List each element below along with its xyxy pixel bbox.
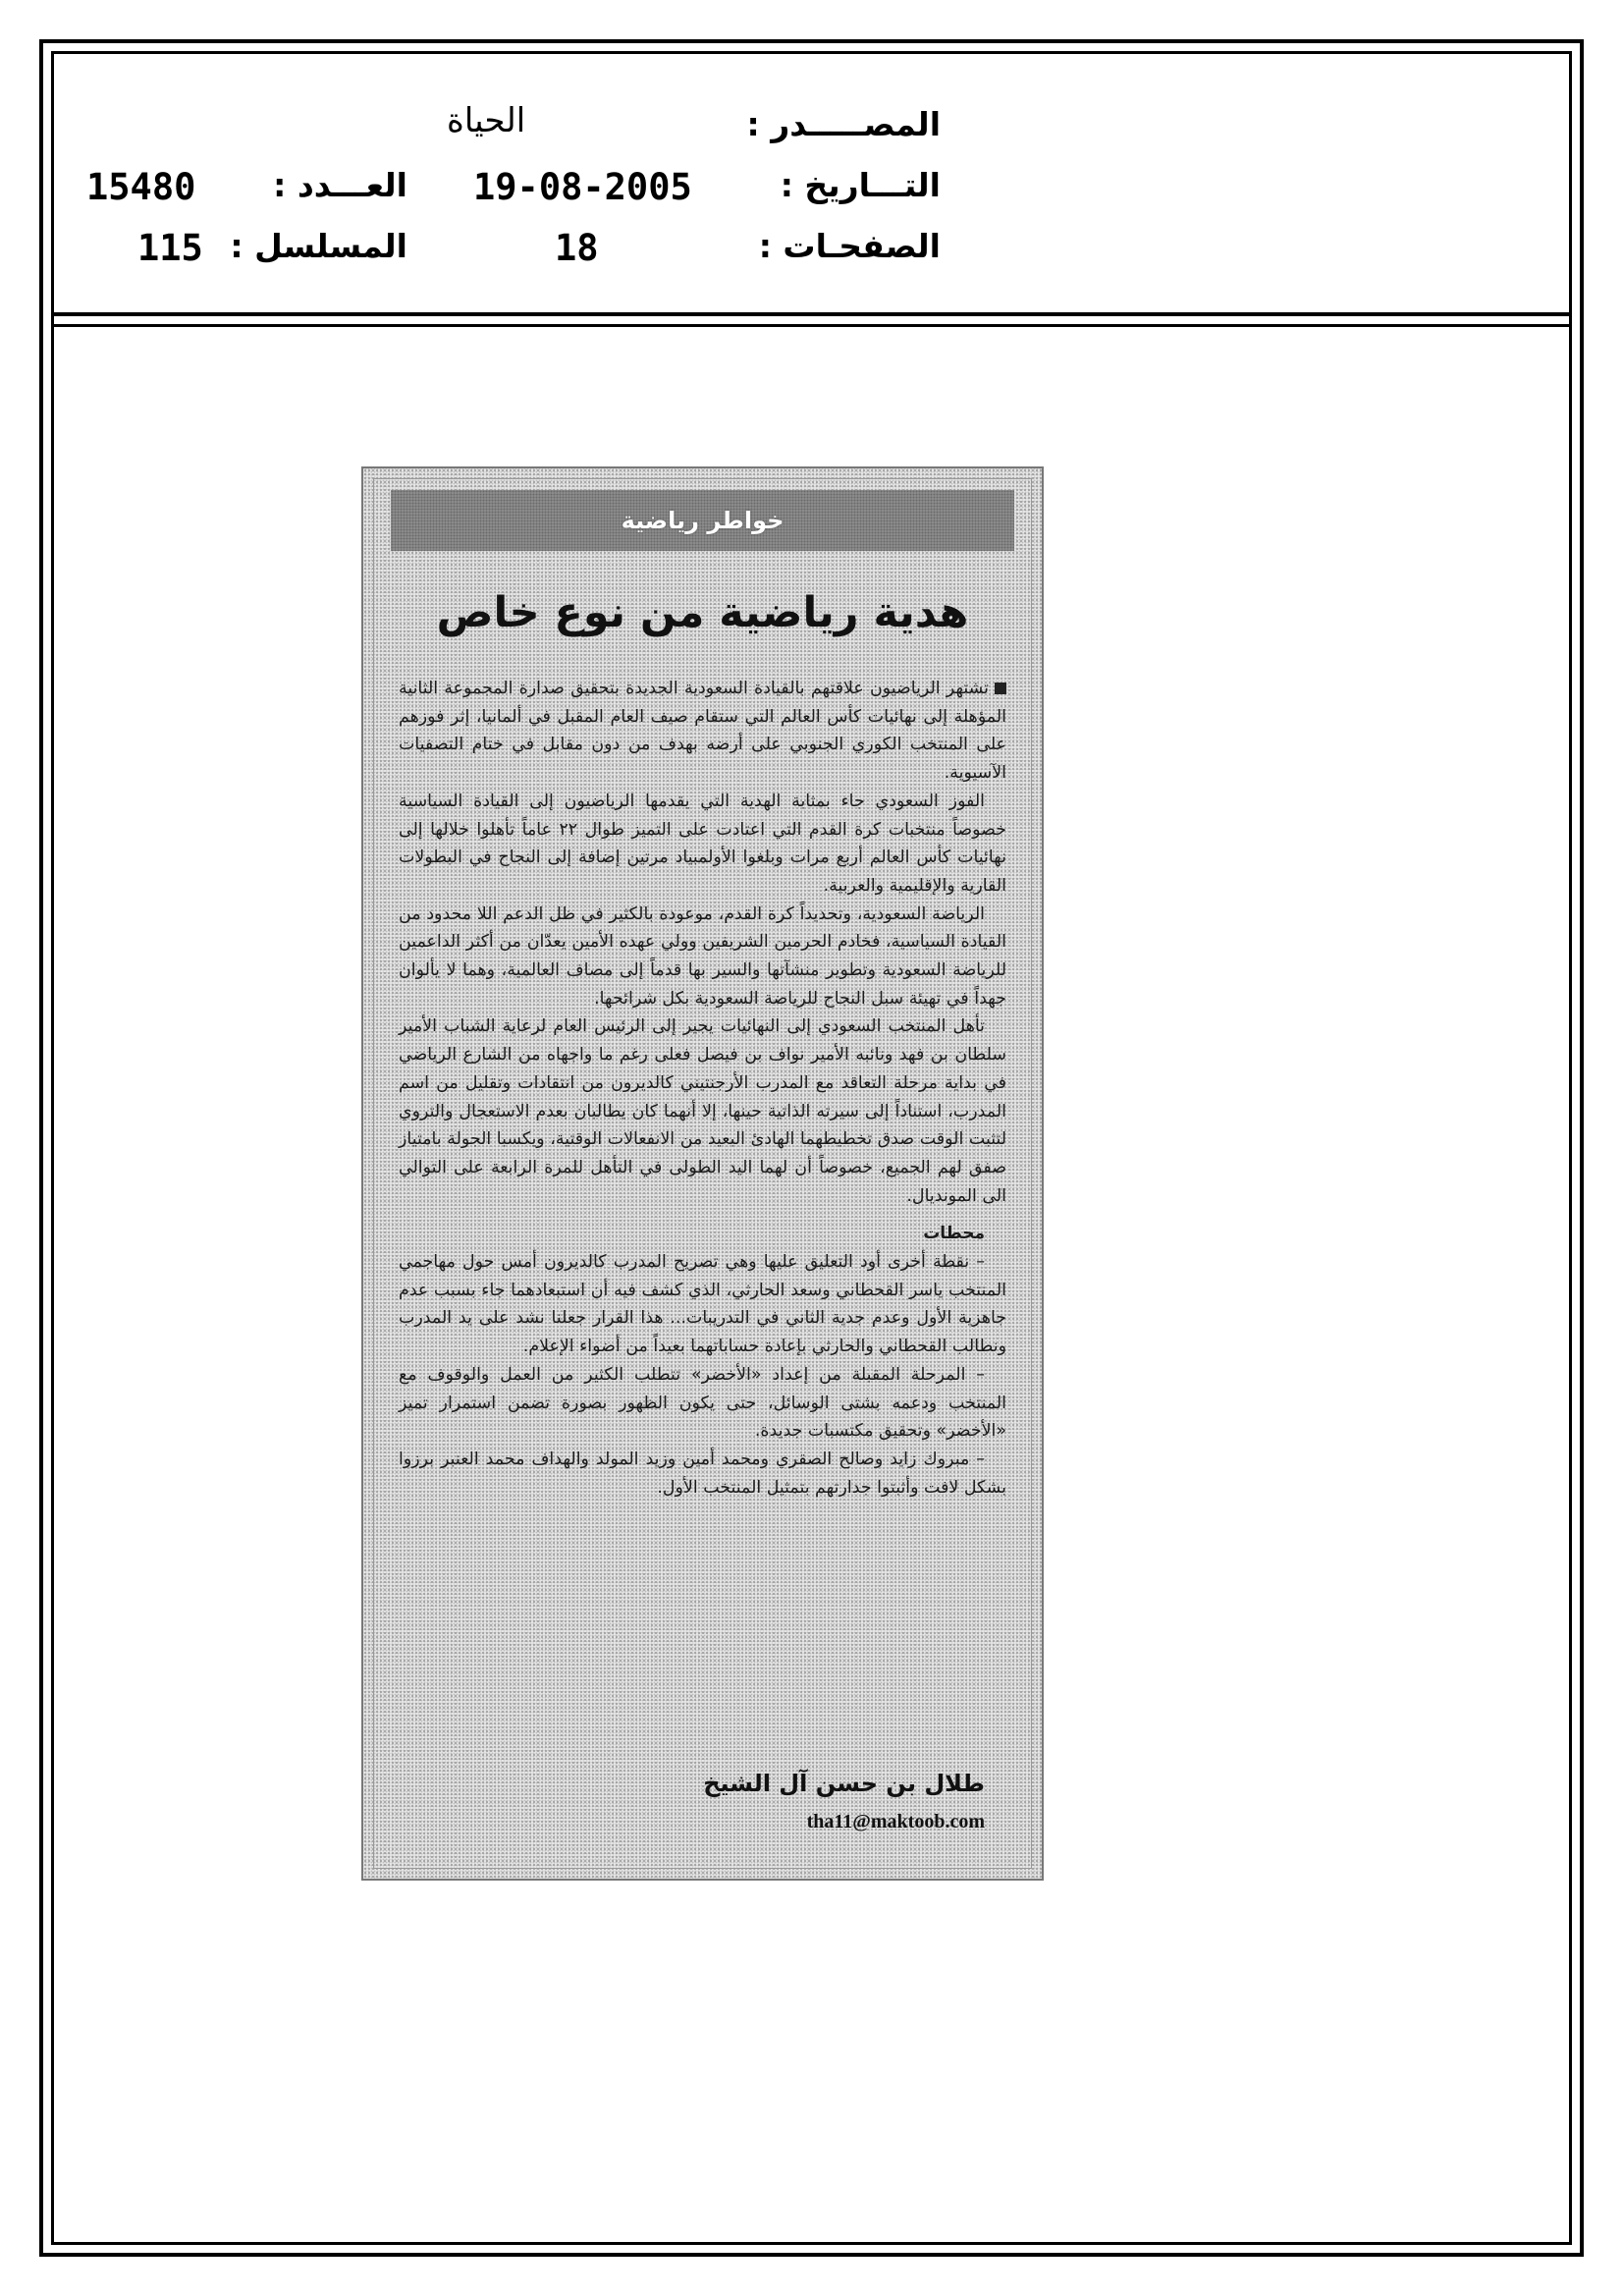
pages-value: 18	[555, 227, 599, 269]
article-paragraph	[399, 675, 1006, 788]
header-divider	[51, 312, 1572, 316]
article-body	[399, 675, 1006, 1502]
paragraph-text: تشتهر الرياضيون علاقتهم بالقيادة السعودية الجديدة بتحقيق صدارة المجموعة الثانية المؤهلة إلى نهائيات كأس العالم التي ستقام صيف العام المقبل في ألمانيا، إثر فوزهم على المنتخب الكوري الجنوبي على أرضه بهدف من دون مقابل في ختام التصفيات الآسيوية.	[399, 679, 1006, 784]
article-note: – نقطة أخرى أود التعليق عليها وهي تصريح المدرب كالديرون أمس حول مهاجمي المنتخب ياسر القحطاني وسعد الحارثي، الذي كشف فيه أن استبعادهما جاء بسبب عدم جاهزية الأول وعدم جدية الثاني في التدريبات... هذا القرار جعلنا نشد على يد المدرب ونطالب القحطاني والحارثي بإعادة حساباتهما بعيداً من أضواء الإعلام.	[399, 1252, 1006, 1357]
issue-value: 15480	[86, 166, 196, 208]
newspaper-clipping	[361, 466, 1044, 1881]
article-author: طلال بن حسن آل الشيخ	[703, 1770, 985, 1797]
source-value: الحياة	[447, 101, 526, 140]
article-paragraph: الرياضة السعودية، وتحديداً كرة القدم، موعودة بالكثير في ظل الدعم اللا محدود من القيادة السياسية، فخادم الحرمين الشريفين وولي عهده الأمين يعدّان من أكثر الداعمين للرياضة السعودية وتطوير منشآتها والسير بها قدماً إلى مصاف العالمية، وهما لا يألوان جهداً في تهيئة سبل النجاح للرياضة السعودية بكل شرائحها.	[399, 903, 1006, 1009]
section-banner	[391, 490, 1014, 551]
article-note: – المرحلة المقبلة من إعداد «الأخضر» تتطلب الكثير من العمل والوقوف مع المنتخب ودعمه بشتى الوسائل، حتى يكون الظهور بصورة تضمن استمرار تميز «الأخضر» وتحقيق مكتسبات جديدة.	[399, 1364, 1006, 1442]
bullet-square-icon	[995, 683, 1006, 694]
pages-label: الصفحـات :	[758, 227, 941, 265]
date-value: 19-08-2005	[473, 166, 692, 208]
article-subheading: محطات	[923, 1224, 985, 1244]
article-paragraph: تأهل المنتخب السعودي إلى النهائيات يجير إلى الرئيس العام لرعاية الشباب الأمير سلطان بن فهد ونائبه الأمير نواف بن فيصل فعلى رغم ما واجهاه من الشارع الرياضي في بداية مرحلة التعاقد مع المدرب الأرجنتيني كالديرون من انتقادات وتقليل من اسم المدرب، استناداً إلى سيرته الذاتية حينها، إلا أنهما كان يطالبان بعدم الاستعجال والتروي لتثبت الوقت صدق تخطيطهما الهادئ البعيد من الانفعالات الوقتية، ويكسبا الجولة بامتياز صفق لهم الجميع، خصوصاً أن لهما اليد الطولى في التأهل للمرة الرابعة على التوالي الى المونديال.	[399, 1016, 1006, 1206]
header-divider-secondary	[51, 324, 1572, 327]
section-title: خواطر رياضية	[621, 507, 784, 534]
article-paragraph: الفوز السعودي جاء بمثابة الهدية التي يقدمها الرياضيون إلى القيادة السياسية خصوصاً منتخبات كرة القدم التي اعتادت على التميز طوال ٢٢ عاماً تأهلوا خلالها إلى نهائيات كأس العالم أربع مرات وبلغوا الأولمبياد مرتين إضافة إلى النجاح في البطولات القارية والإقليمية والعربية.	[399, 791, 1007, 896]
article-headline: هدية رياضية من نوع خاص	[436, 588, 969, 637]
source-label: المصـــــدر :	[746, 105, 941, 143]
serial-value: 115	[137, 227, 203, 269]
date-label: التـــاريخ :	[780, 166, 941, 204]
article-note: – مبروك زايد وصالح الصقري ومحمد أمين وزيد المولد والهداف محمد العنبر برزوا بشكل لافت وأثبتوا جدارتهم بتمثيل المنتخب الأول.	[399, 1449, 1006, 1498]
serial-label: المسلسل :	[230, 227, 407, 265]
issue-label: العـــدد :	[273, 166, 407, 204]
author-email: tha11@maktoob.com	[806, 1811, 985, 1832]
